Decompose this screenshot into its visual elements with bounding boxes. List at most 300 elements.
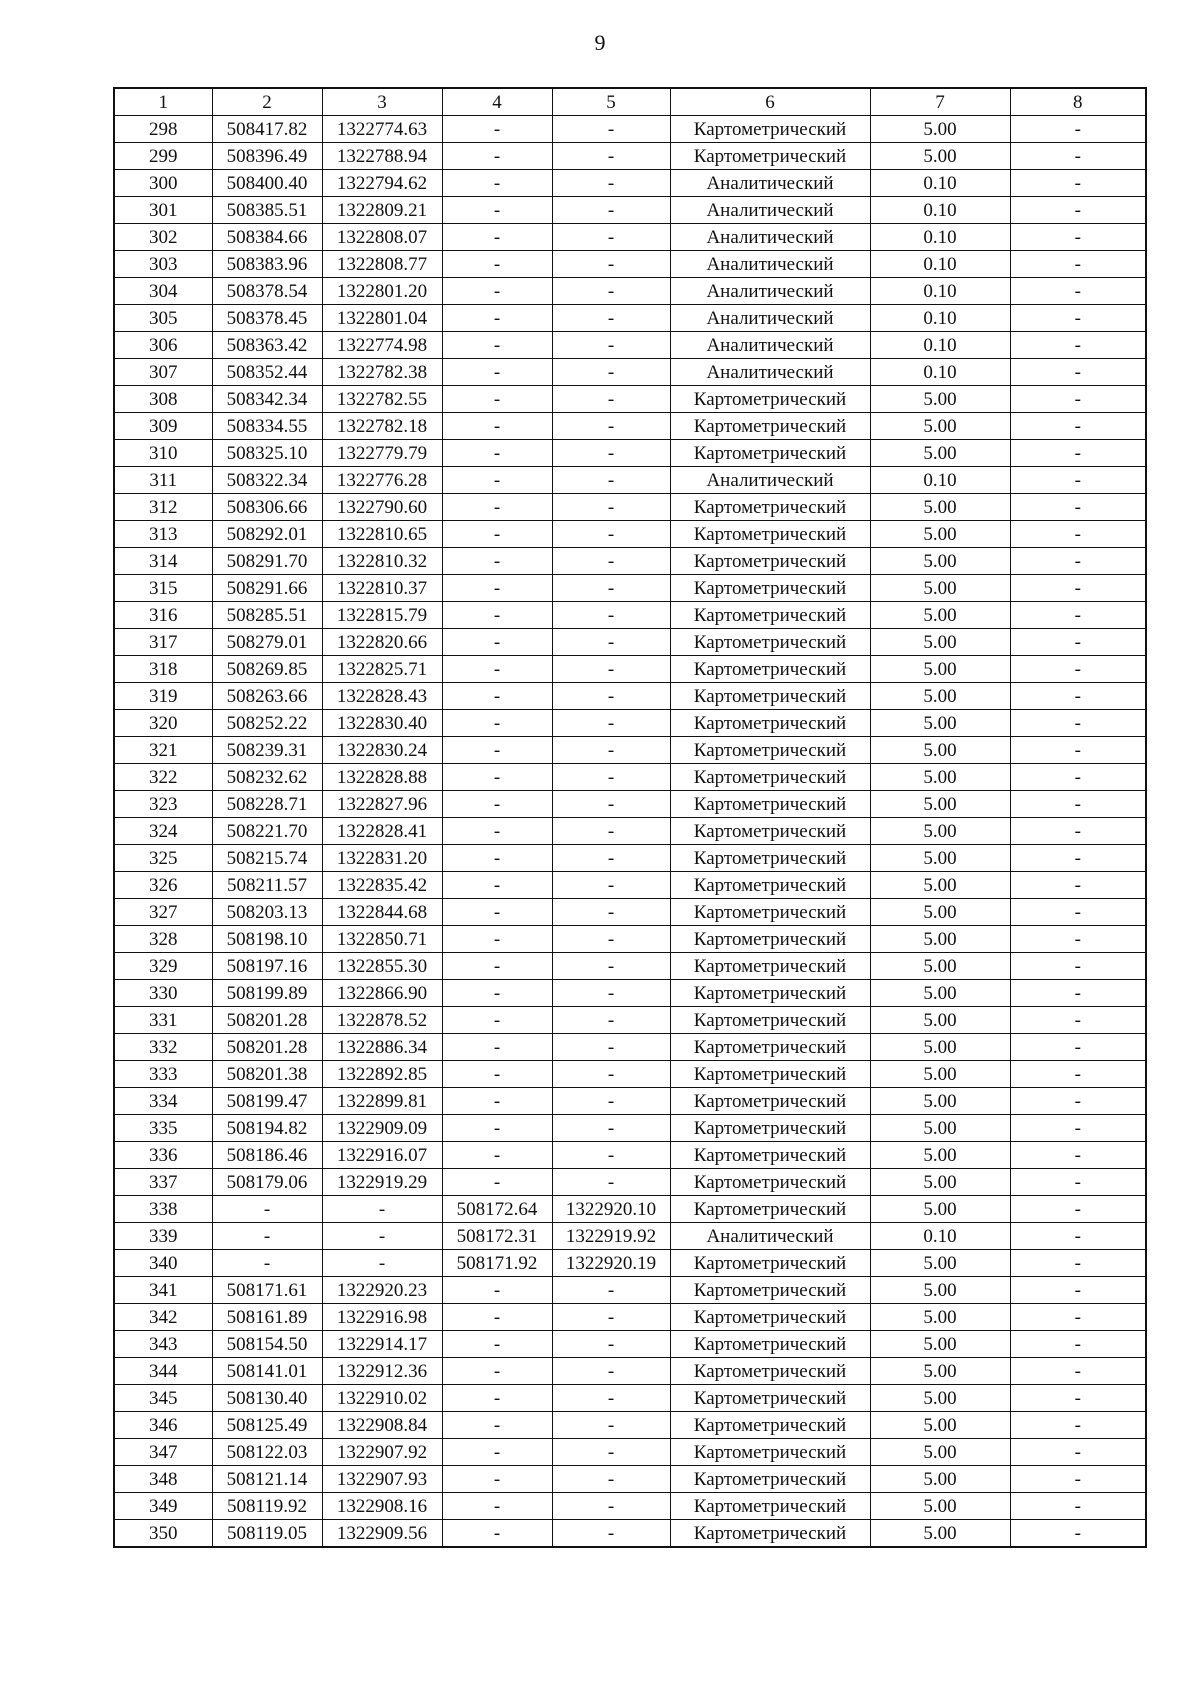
accuracy-cell: 5.00 xyxy=(870,1466,1010,1493)
description-cell: - xyxy=(1010,278,1146,305)
table-row xyxy=(114,1412,1146,1439)
new-y-coordinate-cell: 1322920.10 xyxy=(552,1196,670,1223)
point-number-cell: 316 xyxy=(114,602,212,629)
new-x-coordinate-cell: - xyxy=(442,872,552,899)
column-header-3: 3 xyxy=(322,88,442,116)
new-x-coordinate-cell: - xyxy=(442,170,552,197)
method-cell: Аналитический xyxy=(670,305,870,332)
x-coordinate-cell: 508179.06 xyxy=(212,1169,322,1196)
x-coordinate-cell: 508232.62 xyxy=(212,764,322,791)
y-coordinate-cell: 1322830.40 xyxy=(322,710,442,737)
table-row xyxy=(114,251,1146,278)
description-cell: - xyxy=(1010,818,1146,845)
x-coordinate-cell: 508221.70 xyxy=(212,818,322,845)
table-row xyxy=(114,818,1146,845)
new-x-coordinate-cell: - xyxy=(442,1331,552,1358)
x-coordinate-cell: 508383.96 xyxy=(212,251,322,278)
description-cell: - xyxy=(1010,683,1146,710)
table-row xyxy=(114,1061,1146,1088)
new-y-coordinate-cell: - xyxy=(552,1358,670,1385)
table-body xyxy=(114,116,1146,1548)
method-cell: Картометрический xyxy=(670,629,870,656)
description-cell: - xyxy=(1010,359,1146,386)
method-cell: Картометрический xyxy=(670,1169,870,1196)
point-number-cell: 341 xyxy=(114,1277,212,1304)
new-x-coordinate-cell: - xyxy=(442,710,552,737)
x-coordinate-cell: 508161.89 xyxy=(212,1304,322,1331)
new-y-coordinate-cell: - xyxy=(552,1304,670,1331)
description-cell: - xyxy=(1010,1223,1146,1250)
new-y-coordinate-cell: - xyxy=(552,1493,670,1520)
y-coordinate-cell: 1322908.16 xyxy=(322,1493,442,1520)
accuracy-cell: 5.00 xyxy=(870,1520,1010,1548)
point-number-cell: 322 xyxy=(114,764,212,791)
y-coordinate-cell: 1322916.98 xyxy=(322,1304,442,1331)
new-x-coordinate-cell: - xyxy=(442,251,552,278)
table-row xyxy=(114,494,1146,521)
new-x-coordinate-cell: 508172.64 xyxy=(442,1196,552,1223)
y-coordinate-cell: 1322850.71 xyxy=(322,926,442,953)
y-coordinate-cell: 1322844.68 xyxy=(322,899,442,926)
point-number-cell: 344 xyxy=(114,1358,212,1385)
y-coordinate-cell: 1322782.18 xyxy=(322,413,442,440)
accuracy-cell: 5.00 xyxy=(870,494,1010,521)
x-coordinate-cell: 508352.44 xyxy=(212,359,322,386)
description-cell: - xyxy=(1010,467,1146,494)
point-number-cell: 347 xyxy=(114,1439,212,1466)
point-number-cell: 318 xyxy=(114,656,212,683)
point-number-cell: 331 xyxy=(114,1007,212,1034)
new-y-coordinate-cell: - xyxy=(552,251,670,278)
point-number-cell: 337 xyxy=(114,1169,212,1196)
new-x-coordinate-cell: - xyxy=(442,494,552,521)
point-number-cell: 299 xyxy=(114,143,212,170)
y-coordinate-cell: 1322810.32 xyxy=(322,548,442,575)
y-coordinate-cell: 1322776.28 xyxy=(322,467,442,494)
table-row xyxy=(114,1223,1146,1250)
y-coordinate-cell: 1322810.65 xyxy=(322,521,442,548)
point-number-cell: 342 xyxy=(114,1304,212,1331)
point-number-cell: 349 xyxy=(114,1493,212,1520)
description-cell: - xyxy=(1010,1466,1146,1493)
table-row xyxy=(114,1493,1146,1520)
new-x-coordinate-cell: - xyxy=(442,980,552,1007)
description-cell: - xyxy=(1010,1304,1146,1331)
method-cell: Картометрический xyxy=(670,872,870,899)
table-row xyxy=(114,548,1146,575)
method-cell: Картометрический xyxy=(670,1439,870,1466)
description-cell: - xyxy=(1010,1439,1146,1466)
y-coordinate-cell: 1322801.04 xyxy=(322,305,442,332)
new-x-coordinate-cell: - xyxy=(442,359,552,386)
new-x-coordinate-cell: - xyxy=(442,1304,552,1331)
description-cell: - xyxy=(1010,440,1146,467)
y-coordinate-cell: 1322830.24 xyxy=(322,737,442,764)
y-coordinate-cell: 1322919.29 xyxy=(322,1169,442,1196)
accuracy-cell: 0.10 xyxy=(870,251,1010,278)
new-x-coordinate-cell: - xyxy=(442,1142,552,1169)
point-number-cell: 348 xyxy=(114,1466,212,1493)
point-number-cell: 326 xyxy=(114,872,212,899)
point-number-cell: 312 xyxy=(114,494,212,521)
y-coordinate-cell: 1322808.77 xyxy=(322,251,442,278)
description-cell: - xyxy=(1010,494,1146,521)
new-x-coordinate-cell: - xyxy=(442,845,552,872)
y-coordinate-cell: 1322779.79 xyxy=(322,440,442,467)
y-coordinate-cell: 1322808.07 xyxy=(322,224,442,251)
new-y-coordinate-cell: - xyxy=(552,683,670,710)
method-cell: Картометрический xyxy=(670,1250,870,1277)
accuracy-cell: 5.00 xyxy=(870,1304,1010,1331)
table-row xyxy=(114,1385,1146,1412)
new-x-coordinate-cell: - xyxy=(442,899,552,926)
table-row xyxy=(114,980,1146,1007)
description-cell: - xyxy=(1010,1115,1146,1142)
x-coordinate-cell: 508141.01 xyxy=(212,1358,322,1385)
table-row xyxy=(114,1169,1146,1196)
point-number-cell: 303 xyxy=(114,251,212,278)
accuracy-cell: 5.00 xyxy=(870,845,1010,872)
point-number-cell: 343 xyxy=(114,1331,212,1358)
description-cell: - xyxy=(1010,953,1146,980)
accuracy-cell: 5.00 xyxy=(870,602,1010,629)
new-x-coordinate-cell: - xyxy=(442,197,552,224)
y-coordinate-cell: 1322794.62 xyxy=(322,170,442,197)
x-coordinate-cell: 508363.42 xyxy=(212,332,322,359)
new-y-coordinate-cell: - xyxy=(552,494,670,521)
x-coordinate-cell: 508263.66 xyxy=(212,683,322,710)
y-coordinate-cell: 1322892.85 xyxy=(322,1061,442,1088)
y-coordinate-cell: 1322801.20 xyxy=(322,278,442,305)
description-cell: - xyxy=(1010,1061,1146,1088)
table-row xyxy=(114,899,1146,926)
method-cell: Картометрический xyxy=(670,386,870,413)
x-coordinate-cell: 508119.05 xyxy=(212,1520,322,1548)
accuracy-cell: 0.10 xyxy=(870,224,1010,251)
method-cell: Аналитический xyxy=(670,170,870,197)
accuracy-cell: 5.00 xyxy=(870,980,1010,1007)
table-row xyxy=(114,413,1146,440)
y-coordinate-cell: 1322782.38 xyxy=(322,359,442,386)
point-number-cell: 313 xyxy=(114,521,212,548)
y-coordinate-cell: 1322828.41 xyxy=(322,818,442,845)
point-number-cell: 317 xyxy=(114,629,212,656)
new-x-coordinate-cell: - xyxy=(442,1277,552,1304)
accuracy-cell: 5.00 xyxy=(870,764,1010,791)
x-coordinate-cell: 508130.40 xyxy=(212,1385,322,1412)
method-cell: Аналитический xyxy=(670,467,870,494)
x-coordinate-cell: 508122.03 xyxy=(212,1439,322,1466)
method-cell: Аналитический xyxy=(670,1223,870,1250)
y-coordinate-cell: 1322910.02 xyxy=(322,1385,442,1412)
table-row xyxy=(114,791,1146,818)
new-x-coordinate-cell: - xyxy=(442,1412,552,1439)
table-row xyxy=(114,1466,1146,1493)
new-x-coordinate-cell: 508171.92 xyxy=(442,1250,552,1277)
y-coordinate-cell: 1322886.34 xyxy=(322,1034,442,1061)
table-row xyxy=(114,1115,1146,1142)
new-y-coordinate-cell: - xyxy=(552,1412,670,1439)
x-coordinate-cell: 508121.14 xyxy=(212,1466,322,1493)
accuracy-cell: 5.00 xyxy=(870,1439,1010,1466)
table-row xyxy=(114,1439,1146,1466)
accuracy-cell: 5.00 xyxy=(870,818,1010,845)
new-y-coordinate-cell: - xyxy=(552,602,670,629)
new-x-coordinate-cell: - xyxy=(442,926,552,953)
method-cell: Картометрический xyxy=(670,818,870,845)
accuracy-cell: 5.00 xyxy=(870,1385,1010,1412)
point-number-cell: 339 xyxy=(114,1223,212,1250)
y-coordinate-cell: 1322914.17 xyxy=(322,1331,442,1358)
x-coordinate-cell: 508201.38 xyxy=(212,1061,322,1088)
y-coordinate-cell: 1322878.52 xyxy=(322,1007,442,1034)
x-coordinate-cell: 508239.31 xyxy=(212,737,322,764)
y-coordinate-cell: - xyxy=(322,1250,442,1277)
table-row xyxy=(114,629,1146,656)
method-cell: Картометрический xyxy=(670,602,870,629)
new-x-coordinate-cell: - xyxy=(442,818,552,845)
y-coordinate-cell: 1322831.20 xyxy=(322,845,442,872)
new-x-coordinate-cell: - xyxy=(442,521,552,548)
table-row xyxy=(114,1196,1146,1223)
new-x-coordinate-cell: - xyxy=(442,953,552,980)
method-cell: Картометрический xyxy=(670,1007,870,1034)
point-number-cell: 340 xyxy=(114,1250,212,1277)
y-coordinate-cell: - xyxy=(322,1223,442,1250)
new-y-coordinate-cell: - xyxy=(552,1385,670,1412)
table-row xyxy=(114,521,1146,548)
point-number-cell: 304 xyxy=(114,278,212,305)
x-coordinate-cell: 508252.22 xyxy=(212,710,322,737)
accuracy-cell: 5.00 xyxy=(870,953,1010,980)
new-x-coordinate-cell: - xyxy=(442,1034,552,1061)
point-number-cell: 325 xyxy=(114,845,212,872)
new-y-coordinate-cell: - xyxy=(552,1061,670,1088)
point-number-cell: 328 xyxy=(114,926,212,953)
method-cell: Картометрический xyxy=(670,791,870,818)
y-coordinate-cell: 1322788.94 xyxy=(322,143,442,170)
accuracy-cell: 5.00 xyxy=(870,683,1010,710)
point-number-cell: 330 xyxy=(114,980,212,1007)
accuracy-cell: 0.10 xyxy=(870,467,1010,494)
description-cell: - xyxy=(1010,629,1146,656)
new-y-coordinate-cell: - xyxy=(552,548,670,575)
table-row xyxy=(114,764,1146,791)
y-coordinate-cell: 1322825.71 xyxy=(322,656,442,683)
table-row xyxy=(114,1250,1146,1277)
x-coordinate-cell: 508228.71 xyxy=(212,791,322,818)
method-cell: Картометрический xyxy=(670,683,870,710)
new-y-coordinate-cell: - xyxy=(552,413,670,440)
new-y-coordinate-cell: - xyxy=(552,1034,670,1061)
x-coordinate-cell: 508211.57 xyxy=(212,872,322,899)
method-cell: Картометрический xyxy=(670,1061,870,1088)
description-cell: - xyxy=(1010,170,1146,197)
accuracy-cell: 0.10 xyxy=(870,278,1010,305)
table-row xyxy=(114,386,1146,413)
method-cell: Картометрический xyxy=(670,1385,870,1412)
description-cell: - xyxy=(1010,1250,1146,1277)
new-y-coordinate-cell: - xyxy=(552,872,670,899)
new-x-coordinate-cell: - xyxy=(442,1385,552,1412)
point-number-cell: 334 xyxy=(114,1088,212,1115)
y-coordinate-cell: - xyxy=(322,1196,442,1223)
new-y-coordinate-cell: - xyxy=(552,1115,670,1142)
description-cell: - xyxy=(1010,737,1146,764)
accuracy-cell: 5.00 xyxy=(870,440,1010,467)
new-y-coordinate-cell: - xyxy=(552,764,670,791)
y-coordinate-cell: 1322912.36 xyxy=(322,1358,442,1385)
table-row xyxy=(114,359,1146,386)
method-cell: Картометрический xyxy=(670,1304,870,1331)
new-y-coordinate-cell: - xyxy=(552,1277,670,1304)
new-y-coordinate-cell: - xyxy=(552,1331,670,1358)
method-cell: Аналитический xyxy=(670,359,870,386)
method-cell: Картометрический xyxy=(670,116,870,143)
point-number-cell: 305 xyxy=(114,305,212,332)
description-cell: - xyxy=(1010,1277,1146,1304)
new-y-coordinate-cell: - xyxy=(552,521,670,548)
accuracy-cell: 5.00 xyxy=(870,1007,1010,1034)
description-cell: - xyxy=(1010,764,1146,791)
new-x-coordinate-cell: - xyxy=(442,791,552,818)
y-coordinate-cell: 1322920.23 xyxy=(322,1277,442,1304)
point-number-cell: 335 xyxy=(114,1115,212,1142)
point-number-cell: 308 xyxy=(114,386,212,413)
new-y-coordinate-cell: - xyxy=(552,656,670,683)
y-coordinate-cell: 1322909.09 xyxy=(322,1115,442,1142)
table-row xyxy=(114,575,1146,602)
description-cell: - xyxy=(1010,845,1146,872)
accuracy-cell: 5.00 xyxy=(870,1493,1010,1520)
point-number-cell: 302 xyxy=(114,224,212,251)
new-x-coordinate-cell: - xyxy=(442,467,552,494)
method-cell: Аналитический xyxy=(670,278,870,305)
table-row xyxy=(114,440,1146,467)
point-number-cell: 336 xyxy=(114,1142,212,1169)
description-cell: - xyxy=(1010,224,1146,251)
new-x-coordinate-cell: 508172.31 xyxy=(442,1223,552,1250)
new-y-coordinate-cell: 1322920.19 xyxy=(552,1250,670,1277)
point-number-cell: 310 xyxy=(114,440,212,467)
table-row xyxy=(114,1358,1146,1385)
accuracy-cell: 5.00 xyxy=(870,629,1010,656)
accuracy-cell: 5.00 xyxy=(870,1061,1010,1088)
accuracy-cell: 5.00 xyxy=(870,1250,1010,1277)
table-row xyxy=(114,1304,1146,1331)
new-y-coordinate-cell: - xyxy=(552,845,670,872)
x-coordinate-cell: 508171.61 xyxy=(212,1277,322,1304)
new-x-coordinate-cell: - xyxy=(442,1007,552,1034)
new-y-coordinate-cell: - xyxy=(552,467,670,494)
column-header-7: 7 xyxy=(870,88,1010,116)
column-header-6: 6 xyxy=(670,88,870,116)
table-row xyxy=(114,683,1146,710)
accuracy-cell: 0.10 xyxy=(870,332,1010,359)
method-cell: Картометрический xyxy=(670,764,870,791)
description-cell: - xyxy=(1010,1088,1146,1115)
y-coordinate-cell: 1322899.81 xyxy=(322,1088,442,1115)
description-cell: - xyxy=(1010,1196,1146,1223)
point-number-cell: 311 xyxy=(114,467,212,494)
y-coordinate-cell: 1322866.90 xyxy=(322,980,442,1007)
point-number-cell: 329 xyxy=(114,953,212,980)
x-coordinate-cell: 508378.54 xyxy=(212,278,322,305)
table-row xyxy=(114,116,1146,143)
accuracy-cell: 5.00 xyxy=(870,575,1010,602)
new-y-coordinate-cell: - xyxy=(552,359,670,386)
new-x-coordinate-cell: - xyxy=(442,278,552,305)
accuracy-cell: 5.00 xyxy=(870,143,1010,170)
new-y-coordinate-cell: - xyxy=(552,899,670,926)
description-cell: - xyxy=(1010,1493,1146,1520)
description-cell: - xyxy=(1010,521,1146,548)
table-row xyxy=(114,332,1146,359)
column-header-4: 4 xyxy=(442,88,552,116)
method-cell: Картометрический xyxy=(670,899,870,926)
x-coordinate-cell: 508291.70 xyxy=(212,548,322,575)
new-y-coordinate-cell: - xyxy=(552,1142,670,1169)
accuracy-cell: 5.00 xyxy=(870,116,1010,143)
method-cell: Картометрический xyxy=(670,548,870,575)
table-row xyxy=(114,224,1146,251)
accuracy-cell: 5.00 xyxy=(870,656,1010,683)
method-cell: Картометрический xyxy=(670,575,870,602)
new-y-coordinate-cell: 1322919.92 xyxy=(552,1223,670,1250)
point-number-cell: 350 xyxy=(114,1520,212,1548)
point-number-cell: 306 xyxy=(114,332,212,359)
accuracy-cell: 0.10 xyxy=(870,170,1010,197)
table-row xyxy=(114,1520,1146,1548)
description-cell: - xyxy=(1010,251,1146,278)
method-cell: Картометрический xyxy=(670,1115,870,1142)
y-coordinate-cell: 1322782.55 xyxy=(322,386,442,413)
point-number-cell: 338 xyxy=(114,1196,212,1223)
description-cell: - xyxy=(1010,116,1146,143)
new-y-coordinate-cell: - xyxy=(552,710,670,737)
accuracy-cell: 5.00 xyxy=(870,1196,1010,1223)
new-x-coordinate-cell: - xyxy=(442,386,552,413)
new-y-coordinate-cell: - xyxy=(552,224,670,251)
new-x-coordinate-cell: - xyxy=(442,1358,552,1385)
description-cell: - xyxy=(1010,656,1146,683)
x-coordinate-cell: - xyxy=(212,1223,322,1250)
accuracy-cell: 0.10 xyxy=(870,197,1010,224)
x-coordinate-cell: 508125.49 xyxy=(212,1412,322,1439)
column-header-8: 8 xyxy=(1010,88,1146,116)
x-coordinate-cell: 508384.66 xyxy=(212,224,322,251)
new-y-coordinate-cell: - xyxy=(552,197,670,224)
new-y-coordinate-cell: - xyxy=(552,116,670,143)
y-coordinate-cell: 1322827.96 xyxy=(322,791,442,818)
accuracy-cell: 0.10 xyxy=(870,1223,1010,1250)
x-coordinate-cell: 508279.01 xyxy=(212,629,322,656)
new-y-coordinate-cell: - xyxy=(552,170,670,197)
new-y-coordinate-cell: - xyxy=(552,629,670,656)
x-coordinate-cell: 508198.10 xyxy=(212,926,322,953)
table-row xyxy=(114,872,1146,899)
new-x-coordinate-cell: - xyxy=(442,1169,552,1196)
point-number-cell: 324 xyxy=(114,818,212,845)
method-cell: Картометрический xyxy=(670,440,870,467)
new-y-coordinate-cell: - xyxy=(552,305,670,332)
y-coordinate-cell: 1322907.93 xyxy=(322,1466,442,1493)
method-cell: Картометрический xyxy=(670,1466,870,1493)
description-cell: - xyxy=(1010,1142,1146,1169)
method-cell: Аналитический xyxy=(670,251,870,278)
x-coordinate-cell: 508194.82 xyxy=(212,1115,322,1142)
y-coordinate-cell: 1322820.66 xyxy=(322,629,442,656)
